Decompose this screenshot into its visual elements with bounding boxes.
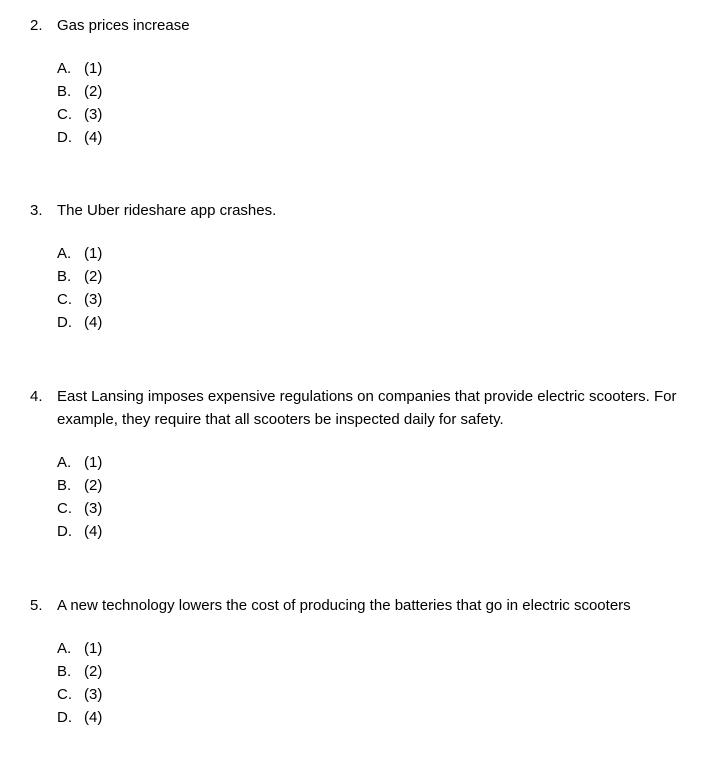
answer-options [57,451,690,543]
option-label: (3) [84,500,103,517]
question-text: East Lansing imposes expensive regulations on companies that provide electric scooters. For example, they require that all scooters be inspected daily for safety. [57,388,677,428]
option-d[interactable] [57,311,690,334]
question-stem [30,14,690,37]
option-letter: B. [57,477,72,494]
option-a[interactable] [57,637,690,660]
option-label: (4) [84,129,103,146]
question-4 [30,385,690,543]
option-letter: D. [57,314,72,331]
option-letter: A. [57,60,72,77]
question-5 [30,594,690,729]
question-stem [30,594,690,617]
option-letter: C. [57,291,72,308]
option-letter: D. [57,709,72,726]
option-label: (3) [84,686,103,703]
option-c[interactable] [57,497,690,520]
option-letter: D. [57,129,72,146]
question-stem [30,385,690,431]
question-text: The Uber rideshare app crashes. [57,202,277,219]
option-b[interactable] [57,474,690,497]
answer-options [57,637,690,729]
question-number: 2. [30,17,43,34]
option-letter: B. [57,268,72,285]
option-label: (1) [84,60,103,77]
answer-options [57,242,690,334]
option-a[interactable] [57,451,690,474]
option-letter: C. [57,500,72,517]
option-b[interactable] [57,80,690,103]
option-letter: A. [57,454,72,471]
option-label: (1) [84,640,103,657]
option-c[interactable] [57,683,690,706]
option-letter: A. [57,640,72,657]
option-b[interactable] [57,660,690,683]
question-3 [30,199,690,334]
question-2 [30,14,690,149]
option-c[interactable] [57,103,690,126]
option-label: (3) [84,106,103,123]
option-d[interactable] [57,706,690,729]
option-label: (2) [84,83,103,100]
option-a[interactable] [57,242,690,265]
option-c[interactable] [57,288,690,311]
option-a[interactable] [57,57,690,80]
option-label: (4) [84,314,103,331]
question-number: 3. [30,202,43,219]
option-label: (4) [84,709,103,726]
question-stem [30,199,690,222]
option-letter: A. [57,245,72,262]
option-letter: D. [57,523,72,540]
option-label: (2) [84,477,103,494]
question-text: Gas prices increase [57,17,190,34]
option-label: (4) [84,523,103,540]
option-label: (1) [84,454,103,471]
option-label: (1) [84,245,103,262]
option-letter: B. [57,83,72,100]
question-number: 5. [30,597,43,614]
answer-options [57,57,690,149]
option-d[interactable] [57,126,690,149]
option-d[interactable] [57,520,690,543]
option-label: (3) [84,291,103,308]
question-text: A new technology lowers the cost of producing the batteries that go in electric scooters [57,597,631,614]
question-number: 4. [30,388,43,405]
option-letter: C. [57,106,72,123]
option-letter: C. [57,686,72,703]
option-letter: B. [57,663,72,680]
option-label: (2) [84,663,103,680]
option-label: (2) [84,268,103,285]
option-b[interactable] [57,265,690,288]
